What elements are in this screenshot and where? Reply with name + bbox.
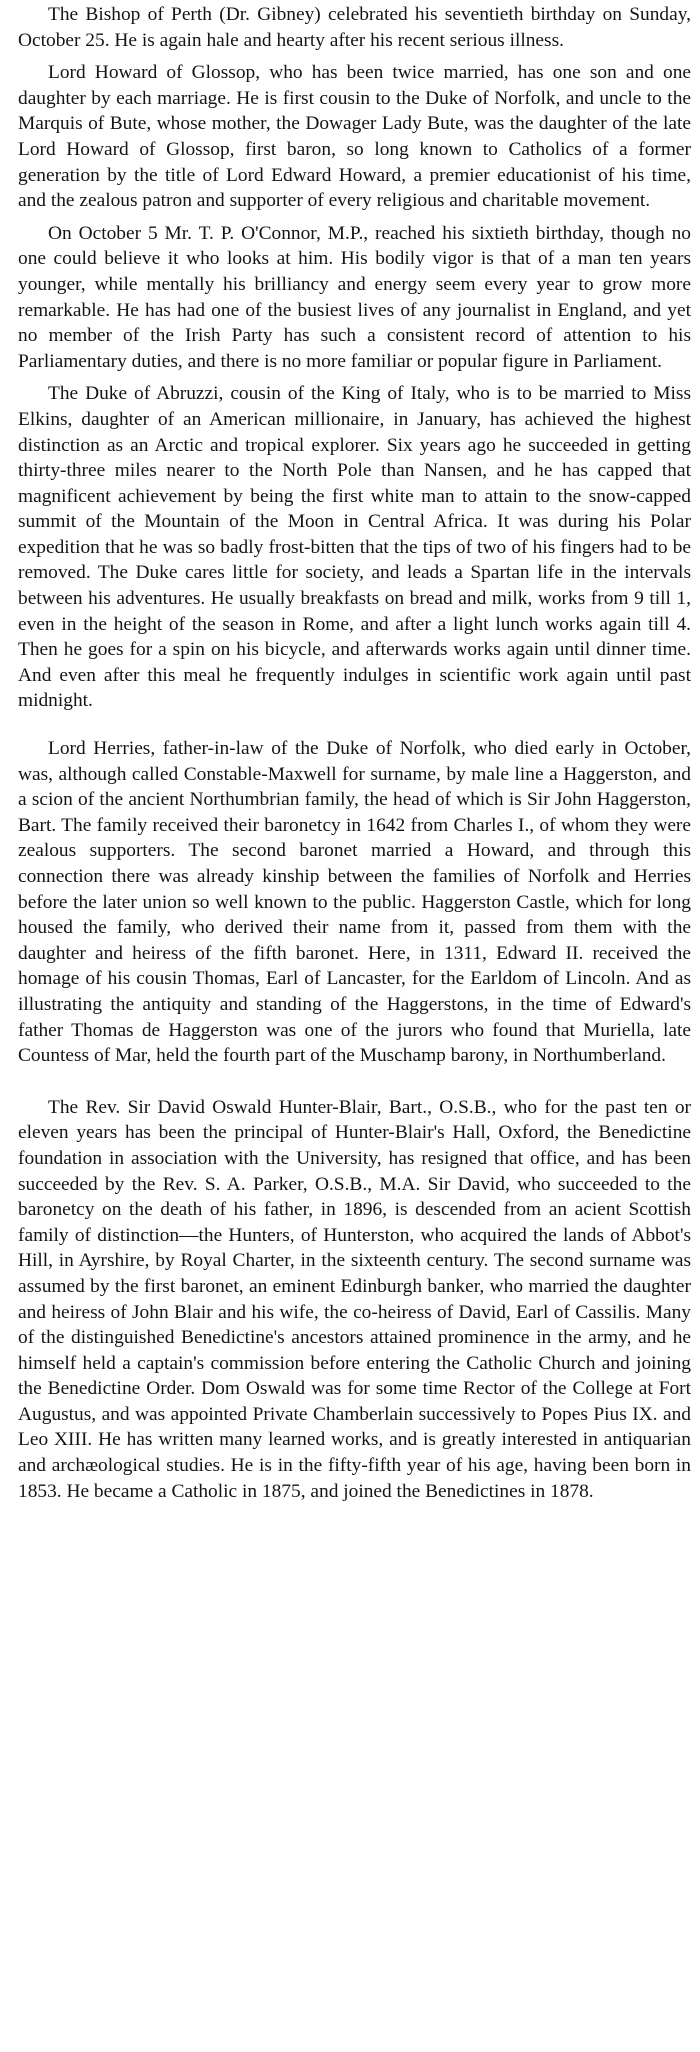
- paragraph-bishop-of-perth: The Bishop of Perth (Dr. Gibney) celebrated his seventieth birthday on Sunday, October 25. He is again hale and hearty after his recent serious illness.: [18, 4, 691, 51]
- paragraph-lord-herries: Lord Herries, father-in-law of the Duke of Norfolk, who died early in October, was, although called Constable-Maxwell for surname, by male line a Haggerston, and a scion of the ancient Northumbrian family, the head of which is Sir John Haggerston, Bart. The family received their baronetcy in 1642 from Charles I., of whom they were zealous supporters. The second baronet married a Howard, and through this connection there was already kinship between the families of Norfolk and Herries before the later union so well known to the public. Haggerston Castle, which for long housed the family, who derived their name from it, passed from them with the daughter and heiress of the fifth baronet. Here, in 1311, Edward II. received the homage of his cousin Thomas, Earl of Lancaster, for the Earldom of Lincoln. And as illustrating the antiquity and standing of the Haggerstons, in the time of Edward's father Thomas de Haggerston was one of the jurors who found that Muriella, late Countess of Mar, held the fourth part of the Muschamp barony, in Northumberland.: [18, 738, 691, 1067]
- paragraph-hunter-blair: The Rev. Sir David Oswald Hunter-Blair, Bart., O.S.B., who for the past ten or eleven years has been the principal of Hunter-Blair's Hall, Oxford, the Benedictine foundation in association with the University, has resigned that office, and has been succeeded by the Rev. S. A. Parker, O.S.B., M.A. Sir David, who succeeded to the baronetcy on the death of his father, in 1896, is descended from an acient Scottish family of distinction—the Hunters, of Hunterston, who acquired the lands of Abbot's Hill, in Ayrshire, by Royal Charter, in the sixteenth century. The second surname was assumed by the first baronet, an eminent Edinburgh banker, who married the daughter and heiress of John Blair and his wife, the co-heiress of David, Earl of Cassilis. Many of the distinguished Benedictine's ancestors attained prominence in the army, and he himself held a captain's commission before entering the Catholic Church and joining the Benedictine Order. Dom Oswald was for some time Rector of the College at Fort Augustus, and was appointed Private Chamberlain successively to Popes Pius IX. and Leo XIII. He has written many learned works, and is greatly interested in antiquarian and archæological studies. He is in the fifty-fifth year of his age, having been born in 1853. He became a Catholic in 1875, and joined the Benedictines in 1878.: [18, 1096, 691, 1502]
- paragraph-t-p-oconnor: On October 5 Mr. T. P. O'Connor, M.P., reached his sixtieth birthday, though no one could believe it who looks at him. His bodily vigor is that of a man ten years younger, while mentally his brilliancy and energy seem every year to grow more remarkable. He has had one of the busiest lives of any journalist in England, and yet no member of the Irish Party has such a consistent record of attention to his Parliamentary duties, and there is no more familiar or popular figure in Parliament.: [18, 222, 691, 372]
- paragraph-duke-of-abruzzi: The Duke of Abruzzi, cousin of the King of Italy, who is to be married to Miss Elkins, daughter of an American millionaire, in January, has achieved the highest distinction as an Arctic and tropical explorer. Six years ago he succeeded in getting thirty-three miles nearer to the North Pole than Nansen, and he has capped that magnificent achievement by being the first white man to attain to the snow-capped summit of the Mountain of the Moon in Central Africa. It was during his Polar expedition that he was so badly frost-bitten that the tips of two of his fingers had to be removed. The Duke cares little for society, and leads a Spartan life in the intervals between his adventures. He usually breakfasts on bread and milk, works from 9 till 1, even in the height of the season in Rome, and after a light lunch works again till 4. Then he goes for a spin on his bicycle, and afterwards works again until dinner time. And even after this meal he frequently indulges in scientific work again until past midnight.: [18, 383, 691, 712]
- paragraph-lord-howard-of-glossop: Lord Howard of Glossop, who has been twice married, has one son and one daughter by each marriage. He is first cousin to the Duke of Norfolk, and uncle to the Marquis of Bute, whose mother, the Dowager Lady Bute, was the daughter of the late Lord Howard of Glossop, first baron, so long known to Catholics of a former generation by the title of Lord Edward Howard, a premier educationist of his time, and the zealous patron and supporter of every religious and charitable movement.: [18, 62, 691, 212]
